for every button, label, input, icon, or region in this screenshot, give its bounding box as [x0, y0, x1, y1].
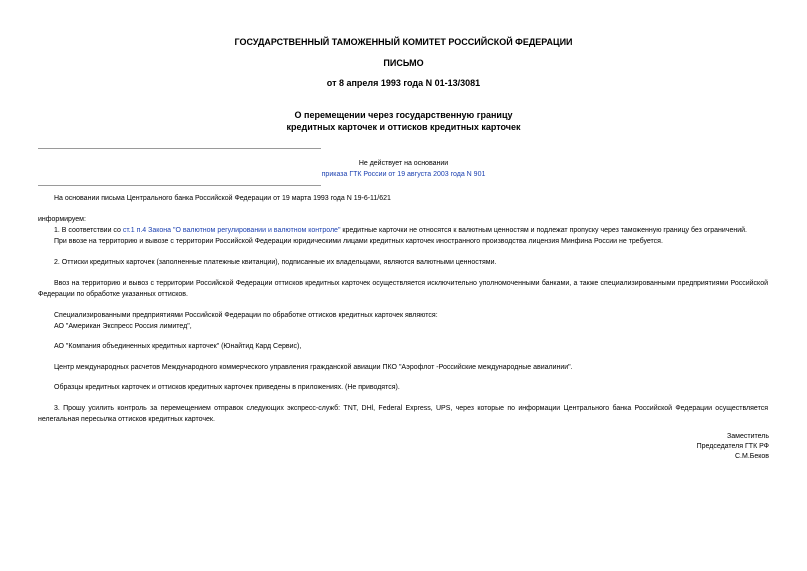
currency-law-link[interactable]: ст.1 п.4 Закона "О валютном регулировании и валютном контроле" — [122, 227, 341, 234]
inform-label: информируем: — [38, 216, 86, 223]
paragraph-5: 3. Прошу усилить контроль за перемещением отправок следующих экспресс-служб: TNT, DHl, Federal Express, UPS, через которые по информации Центрального банка Российской Федерации осуществляется нелегальная пересылка оттисков кредитных карточек. — [38, 405, 768, 423]
organization-1: АО "Американ Экспресс Россия лимитед", — [54, 323, 192, 330]
signature-title: Заместитель — [727, 433, 769, 440]
repeal-order-link[interactable]: приказа ГТК России от 19 августа 2003 года N 901 — [321, 171, 486, 178]
samples-note: Образцы кредитных карточек и оттисков кредитных карточек приведены в приложениях. (Не приводятся). — [54, 384, 400, 391]
organization-3: Центр международных расчетов Международного коммерческого управления гражданской авиации ПКО "Аэрофлот -Российские международные авиалинии". — [54, 364, 573, 371]
paragraph-1-suffix: кредитные карточки не относятся к валютным ценностям и подлежат пропуску через таможенную границу без ограничений. — [340, 227, 748, 234]
paragraph-2: 2. Оттиски кредитных карточек (заполненные платежные квитанции), подписанные их владельцами, являются валютными ценностями. — [54, 259, 497, 266]
document-title-line-2: кредитных карточек и оттисков кредитных карточек — [286, 122, 521, 132]
document-type: ПИСЬМО — [383, 58, 424, 68]
organization-2: АО "Компания объединенных кредитных карточек" (Юнайтид Кард Сервис), — [54, 343, 302, 350]
divider-top — [38, 148, 321, 149]
paragraph-1b: При ввозе на территорию и вывозе с территории Российской Федерации юридическими лицами кредитных карточек иностранного производства лицензия Минфина России не требуется. — [54, 238, 663, 245]
paragraph-4: Специализированными предприятиями Российской Федерации по обработке оттисков кредитных карточек являются: — [54, 312, 438, 319]
paragraph-1-prefix: 1. В соответствии со — [54, 227, 123, 234]
status-link-wrap — [0, 169, 807, 180]
divider-bottom — [38, 185, 321, 186]
signature-name: С.М.Беков — [734, 453, 769, 460]
document-date-number: от 8 апреля 1993 года N 01-13/3081 — [326, 78, 481, 88]
paragraph-3: Ввоз на территорию и вывоз с территории Российской Федерации оттисков кредитных карточек осуществляется исключительно уполномоченными банками, а также специализированными предприятиями Российской Федерации по обработке указанных оттисков. — [38, 280, 768, 298]
signature-position: Председателя ГТК РФ — [696, 443, 769, 450]
issuing-authority: ГОСУДАРСТВЕННЫЙ ТАМОЖЕННЫЙ КОМИТЕТ РОССИЙСКОЙ ФЕДЕРАЦИИ — [234, 37, 573, 47]
status-note: Не действует на основании — [358, 160, 449, 167]
paragraph-1 — [54, 225, 747, 236]
basis-paragraph: На основании письма Центрального банка Российской Федерации от 19 марта 1993 года N 19-6-11/621 — [54, 195, 391, 202]
document-title-line-1: О перемещении через государственную границу — [294, 110, 513, 120]
